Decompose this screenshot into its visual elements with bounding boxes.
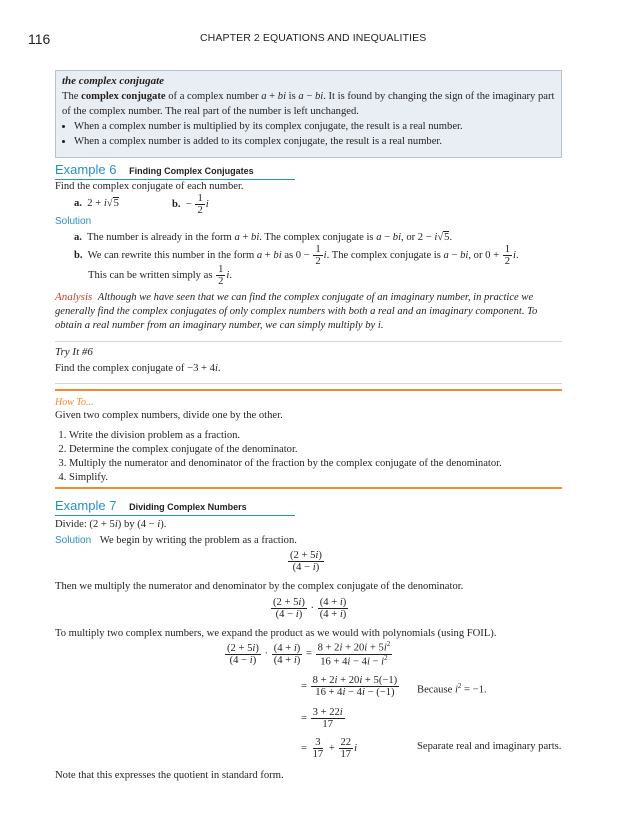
running-header	[200, 32, 426, 44]
definition-bullet: • When a complex number is multiplied by its complex conjugate, the result is a real number.	[74, 119, 555, 134]
definition-title: the complex conjugate	[62, 75, 165, 87]
try-it-bottom-rule	[55, 383, 562, 384]
definition-box	[55, 70, 562, 158]
separate-note: Separate real and imaginary parts.	[417, 741, 562, 752]
example7-label: Example 7	[55, 498, 117, 513]
example6-part-a: a. 2 + i√5	[74, 198, 119, 209]
example7-conclusion: Note that this expresses the quotient in standard form.	[55, 770, 284, 781]
example6-title: Finding Complex Conjugates	[129, 166, 254, 176]
example7-solution-text: We begin by writing the problem as a fraction.	[99, 535, 297, 546]
example6-header	[55, 162, 295, 180]
how-to-step: 1. Write the division problem as a fraction.	[69, 429, 502, 443]
expansion-line2: = $\frac{8 + 2i + 20i + 5(-1)}{16 + 4i - 4i - (-1)}$	[301, 675, 398, 699]
example7-solution-label: Solution	[55, 535, 92, 546]
definition-bullets	[62, 119, 555, 149]
how-to-top-rule	[55, 389, 562, 391]
chapter-label: CHAPTER 2	[200, 32, 260, 44]
fraction-eq2: $\frac{(2 + 5i)}{(4 - i)}$ · $\frac{(4 + i)}{(4 + i)}$	[273, 597, 347, 621]
try-it-prompt: Find the complex conjugate of −3 + 4i.	[55, 363, 221, 374]
how-to-intro: Given two complex numbers, divide one by the other.	[55, 410, 283, 421]
example7-prompt: Divide: (2 + 5i) by (4 − i).	[55, 519, 167, 530]
example6-note: This can be written simply as $\frac{1}{2}$ i.	[88, 264, 233, 288]
example7-title: Dividing Complex Numbers	[129, 502, 247, 512]
example6-solution-a: a. The number is already in the form a + bi. The complex conjugate is a − bi, or 2 − i√5.	[74, 232, 453, 243]
how-to-label: How To...	[55, 397, 94, 408]
analysis-paragraph	[55, 290, 562, 333]
definition-bullet: • When a complex number is added to its complex conjugate, the result is a real number.	[74, 134, 555, 149]
try-it-label: Try It #6	[55, 346, 93, 358]
expansion-line4: = $\frac{3}{17}$ + $\frac{22}{17}$ i	[301, 737, 358, 761]
example6-solution-label: Solution	[55, 216, 92, 227]
example7-header	[55, 498, 295, 516]
expansion-line3: = $\frac{3 + 22i}{17}$	[301, 707, 343, 731]
example7-text3: To multiply two complex numbers, we expand the product as we would with polynomials (using FOIL).	[55, 628, 497, 639]
expansion-line1: $\frac{(2 + 5i)}{(4 - i)}$ · $\frac{(4 + i)}{(4 + i)}$ = $\frac{8 + 2i + 20i + 5i^2}{16 + 4i - 4i - i^2}$	[227, 640, 391, 668]
how-to-step: 2. Determine the complex conjugate of the denominator.	[69, 443, 502, 457]
how-to-steps	[55, 429, 502, 485]
page-number: 116	[28, 31, 51, 47]
how-to-step: 4. Simplify.	[69, 471, 502, 485]
example6-part-b: b. − $\frac{1}{2}$ i	[172, 193, 209, 217]
example6-label: Example 6	[55, 162, 117, 177]
because-note: Because $i^2 = -1$.	[417, 682, 487, 696]
try-it-top-rule	[55, 341, 562, 342]
fraction-eq1: $\frac{(2 + 5i)}{(4 - i)}$	[290, 550, 322, 574]
example6-solution-b: b. We can rewrite this number in the form a + bi as 0 − $\frac{1}{2}$ i. The complex conjugate is a − bi, or 0 + $\frac{1}{2}$ i.	[74, 244, 519, 268]
how-to-step: 3. Multiply the numerator and denominator of the fraction by the complex conjugate of the denominator.	[69, 457, 502, 471]
example7-text2: Then we multiply the numerator and denominator by the complex conjugate of the denominator.	[55, 581, 464, 592]
definition-text: The complex conjugate of a complex number a + bi is a − bi. It is found by changing the sign of the imaginary part of the complex number. The real part of the number is left unchanged.	[62, 91, 555, 117]
example6-prompt: Find the complex conjugate of each number.	[55, 181, 244, 192]
chapter-title: EQUATIONS AND INEQUALITIES	[262, 32, 427, 44]
example6-note-text: This can be written simply as	[88, 270, 213, 282]
example7-solution	[55, 535, 297, 546]
how-to-bottom-rule	[55, 487, 562, 489]
analysis-label: Analysis	[55, 291, 93, 303]
analysis-text: Although we have seen that we can find the complex conjugate of an imaginary number, in practice we generally find the complex conjugates of only complex numbers with both a real and an imaginary component. To obtain a real number from an imaginary number, we can simply multiply by i.	[55, 292, 538, 331]
